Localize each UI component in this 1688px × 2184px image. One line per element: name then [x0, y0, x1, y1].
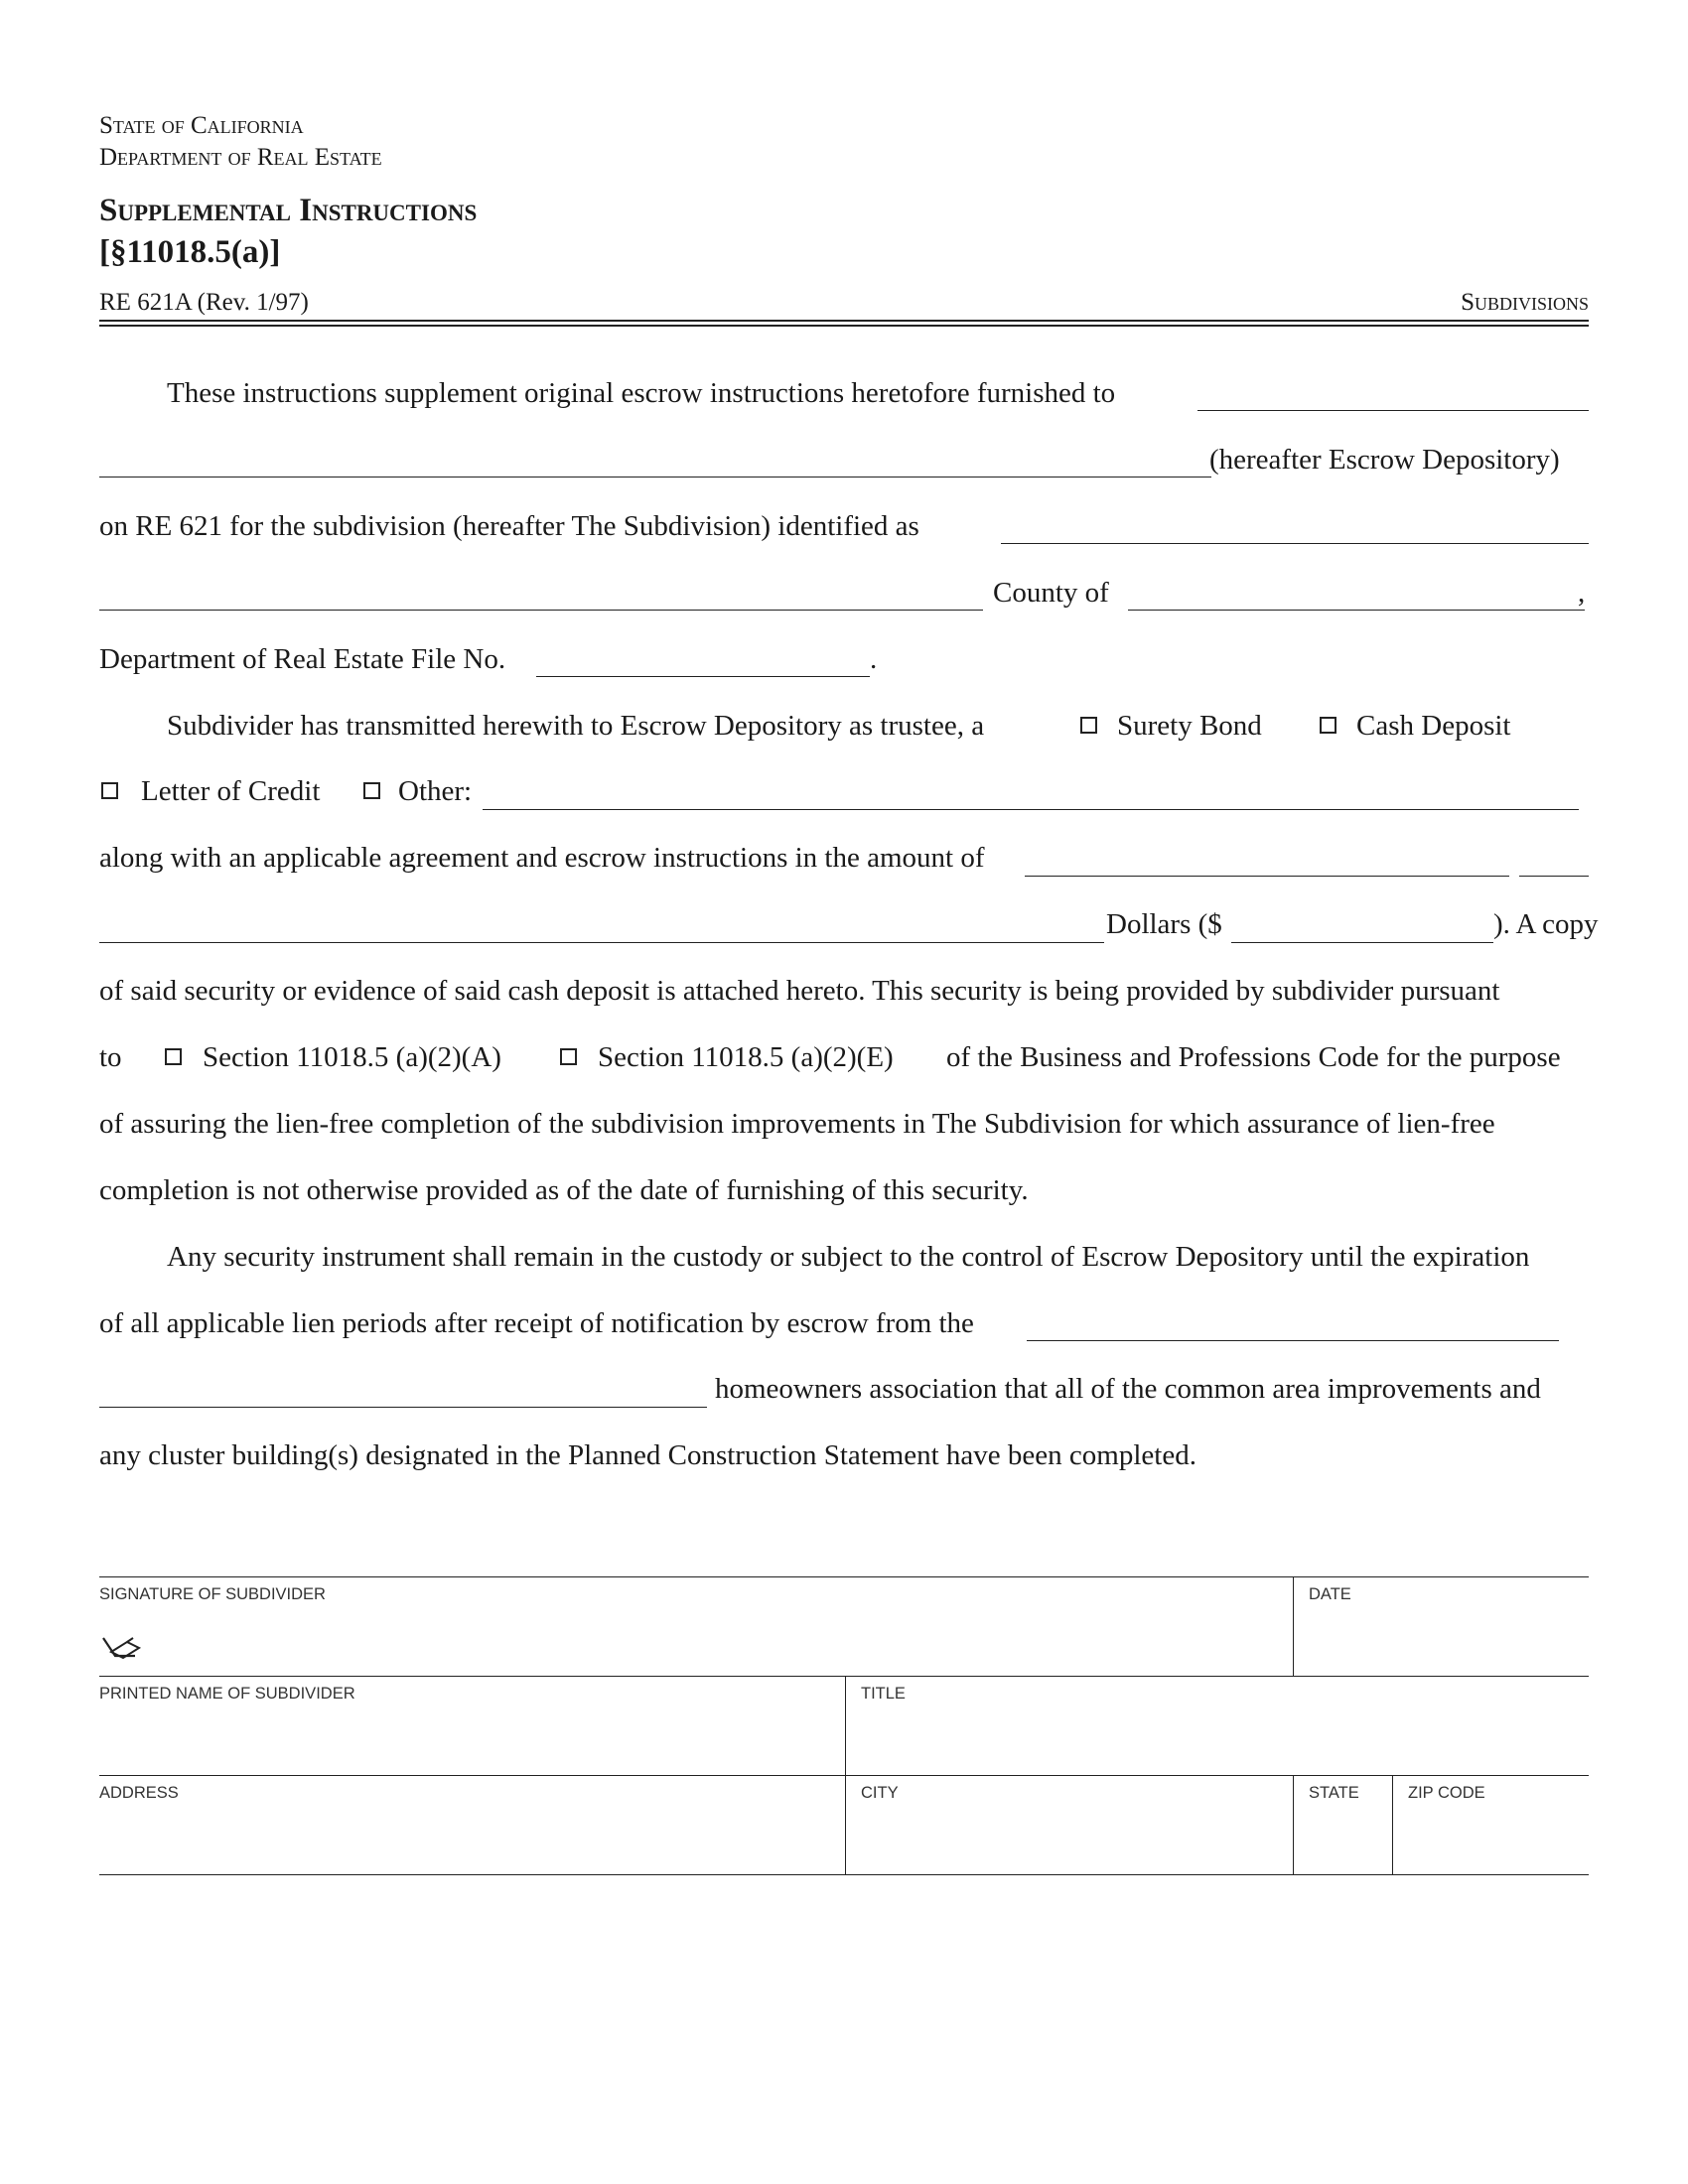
p2-line6-end: of the Business and Professions Code for the purpose [946, 1041, 1561, 1073]
cash-deposit-label: Cash Deposit [1356, 710, 1511, 742]
date-field[interactable] [1295, 1606, 1589, 1674]
table-divider-state [1293, 1775, 1294, 1874]
subdivision-identifier-field-2[interactable] [99, 610, 983, 611]
page-subtitle: [§11018.5(a)] [99, 234, 281, 270]
page-title: Supplemental Instructions [99, 193, 478, 228]
file-no-label: Department of Real Estate File No. [99, 643, 506, 675]
p3-line2: of all applicable lien periods after receipt of notification by escrow from the [99, 1307, 974, 1339]
table-divider-zip [1392, 1775, 1393, 1874]
signature-label: SIGNATURE OF SUBDIVIDER [99, 1585, 326, 1603]
p2-line5: of said security or evidence of said cash deposit is attached hereto. This security is being provided by subdivider pursuant [99, 975, 1500, 1007]
table-rule-1 [99, 1576, 1589, 1577]
table-rule-2 [99, 1676, 1589, 1677]
printed-name-label: PRINTED NAME OF SUBDIVIDER [99, 1685, 355, 1703]
p2-line1: Subdivider has transmitted herewith to Escrow Depository as trustee, a [167, 710, 985, 742]
homeowners-association-field-2[interactable] [99, 1407, 707, 1408]
surety-bond-label: Surety Bond [1117, 710, 1262, 742]
dollars-label: Dollars ($ [1106, 908, 1222, 940]
signature-field[interactable] [99, 1606, 1291, 1674]
p2-line3: along with an applicable agreement and escrow instructions in the amount of [99, 842, 985, 874]
amount-words-field-1[interactable] [1025, 876, 1509, 877]
county-field[interactable] [1128, 610, 1585, 611]
city-field[interactable] [848, 1805, 1291, 1872]
county-label: County of [993, 577, 1109, 609]
letter-of-credit-label: Letter of Credit [141, 775, 321, 807]
a-copy-label: ). A copy [1493, 908, 1599, 940]
table-divider-title-city [845, 1676, 846, 1874]
form-category: Subdivisions [1461, 289, 1589, 316]
zip-code-label: ZIP CODE [1408, 1784, 1485, 1802]
p3-line4: any cluster building(s) designated in the Planned Construction Statement have been completed. [99, 1439, 1196, 1471]
p3-line1: Any security instrument shall remain in the custody or subject to the control of Escrow Depository until the expiration [167, 1241, 1530, 1273]
date-label: DATE [1309, 1585, 1351, 1603]
section-a2e-checkbox[interactable] [560, 1048, 577, 1065]
escrow-depository-name-field-2[interactable] [99, 477, 1211, 478]
table-rule-4 [99, 1874, 1589, 1875]
city-label: CITY [861, 1784, 899, 1802]
p1-line1: These instructions supplement original escrow instructions heretofore furnished to [167, 377, 1116, 409]
table-rule-3 [99, 1775, 1589, 1776]
section-a2a-label: Section 11018.5 (a)(2)(A) [203, 1041, 501, 1073]
subdivision-identifier-field-1[interactable] [1001, 543, 1589, 544]
escrow-depository-name-field-1[interactable] [1197, 410, 1589, 411]
header-rule-bottom [99, 325, 1589, 327]
amount-words-field-1b[interactable] [1519, 876, 1589, 877]
section-a2e-label: Section 11018.5 (a)(2)(E) [598, 1041, 894, 1073]
address-label: ADDRESS [99, 1784, 179, 1802]
address-field[interactable] [99, 1805, 842, 1872]
other-checkbox[interactable] [363, 782, 380, 799]
title-label: TITLE [861, 1685, 906, 1703]
amount-numeric-field[interactable] [1231, 942, 1493, 943]
other-label: Other: [398, 775, 473, 807]
letter-of-credit-checkbox[interactable] [101, 782, 118, 799]
file-no-field[interactable] [536, 676, 870, 677]
amount-words-field-2[interactable] [99, 942, 1104, 943]
department-header: Department of Real Estate [99, 144, 382, 171]
section-a2a-checkbox[interactable] [165, 1048, 182, 1065]
county-comma: , [1578, 577, 1586, 609]
cash-deposit-checkbox[interactable] [1320, 717, 1336, 734]
pen-icon [99, 1632, 145, 1666]
table-divider-date [1293, 1576, 1294, 1676]
header-rule-top [99, 320, 1589, 322]
file-no-period: . [870, 643, 878, 675]
zip-code-field[interactable] [1394, 1805, 1589, 1872]
state-header: State of California [99, 112, 304, 139]
title-field[interactable] [848, 1706, 1589, 1773]
p2-line8: completion is not otherwise provided as of the date of furnishing of this security. [99, 1174, 1029, 1206]
surety-bond-checkbox[interactable] [1080, 717, 1097, 734]
state-label: STATE [1309, 1784, 1359, 1802]
p3-line3: homeowners association that all of the common area improvements and [715, 1373, 1541, 1405]
state-field[interactable] [1295, 1805, 1390, 1872]
other-field[interactable] [483, 809, 1579, 810]
form-number: RE 621A (Rev. 1/97) [99, 289, 309, 316]
p2-line7: of assuring the lien-free completion of the subdivision improvements in The Subdivision for which assurance of lien-free [99, 1108, 1495, 1140]
p1-line2-end: (hereafter Escrow Depository) [1209, 444, 1560, 476]
p2-line6-to: to [99, 1041, 122, 1073]
homeowners-association-field-1[interactable] [1027, 1340, 1559, 1341]
printed-name-field[interactable] [99, 1706, 842, 1773]
p1-line3: on RE 621 for the subdivision (hereafter The Subdivision) identified as [99, 510, 919, 542]
